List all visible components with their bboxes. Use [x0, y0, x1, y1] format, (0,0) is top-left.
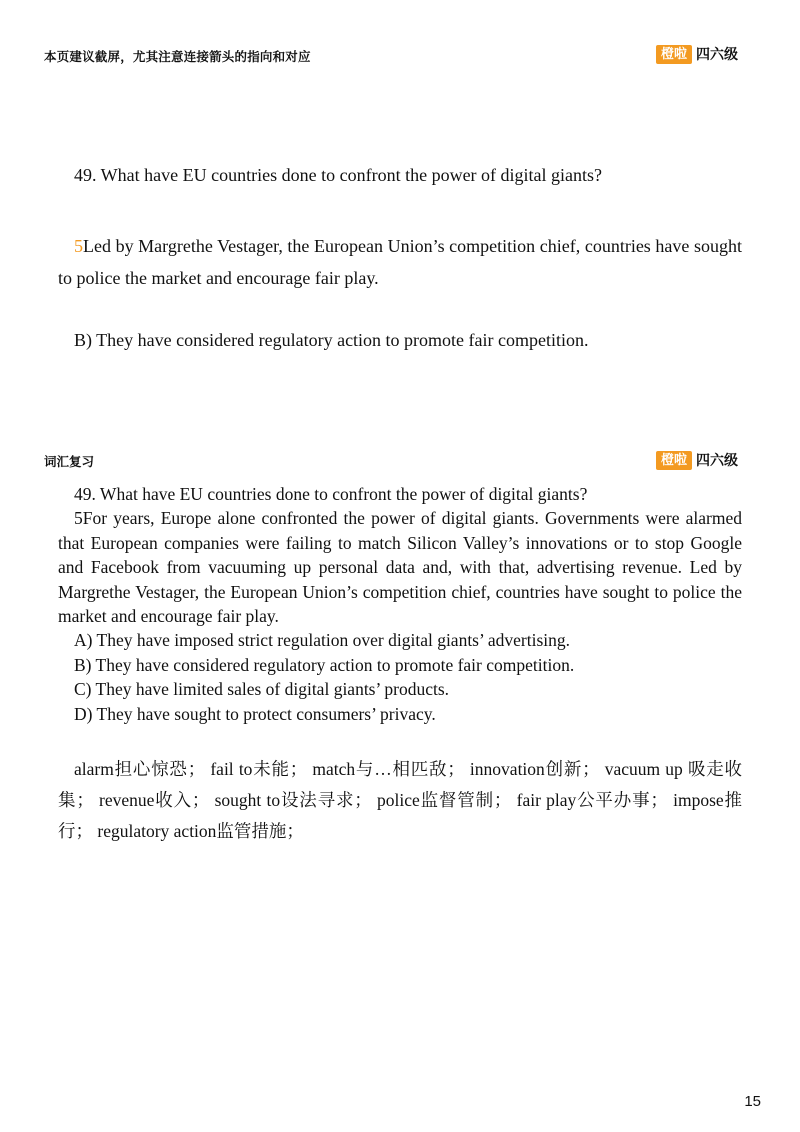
review-question: 49. What have EU countries done to confront the power of digital giants?: [74, 484, 588, 504]
page-note: 本页建议截屏，尤其注意连接箭头的指向和对应: [44, 49, 311, 64]
review-paragraph: 5For years, Europe alone confronted the power of digital giants. Governments were alarmed that European companies were failing to match Silicon Valley’s innovations or to stop Google and Facebook from vacuuming up personal data and, with that, advertising revenue. Led by Margrethe Vestager, the European Union’s competition chief, countries have sought to police the market and encourage fair play.: [58, 508, 742, 627]
section-label: 词汇复习: [44, 454, 95, 469]
correct-answer: B) They have considered regulatory action to promote fair competition.: [74, 330, 589, 350]
option-b: B) They have considered regulatory action to promote fair competition.: [74, 654, 575, 675]
page-number: 15: [744, 1093, 761, 1110]
passage-excerpt: [58, 230, 742, 294]
brand-tag: 橙啦: [656, 451, 692, 470]
paragraph-number: 5: [74, 236, 83, 256]
brand-text: 四六级: [696, 453, 739, 469]
review-block: [58, 482, 742, 726]
brand-logo-2: [656, 450, 738, 470]
brand-tag: 橙啦: [656, 45, 692, 64]
question-text: 49. What have EU countries done to confront the power of digital giants?: [74, 165, 603, 185]
brand-text: 四六级: [696, 47, 739, 63]
option-c: C) They have limited sales of digital giants’ products.: [74, 679, 450, 700]
brand-logo: [656, 44, 738, 64]
vocabulary-list: alarm担心惊恐； fail to未能； match与…相匹敌； innovation创新； vacuum up 吸走收集； revenue收入； sought to设法寻求； police监督管制； fair play公平办事； impose推行； regulatory action监管措施；: [58, 759, 742, 841]
option-d: D) They have sought to protect consumers’ privacy.: [74, 703, 436, 724]
option-a: A) They have imposed strict regulation over digital giants’ advertising.: [74, 630, 571, 651]
passage-excerpt-text: Led by Margrethe Vestager, the European Union’s competition chief, countries have sought to police the market and encourage fair play.: [58, 236, 742, 288]
